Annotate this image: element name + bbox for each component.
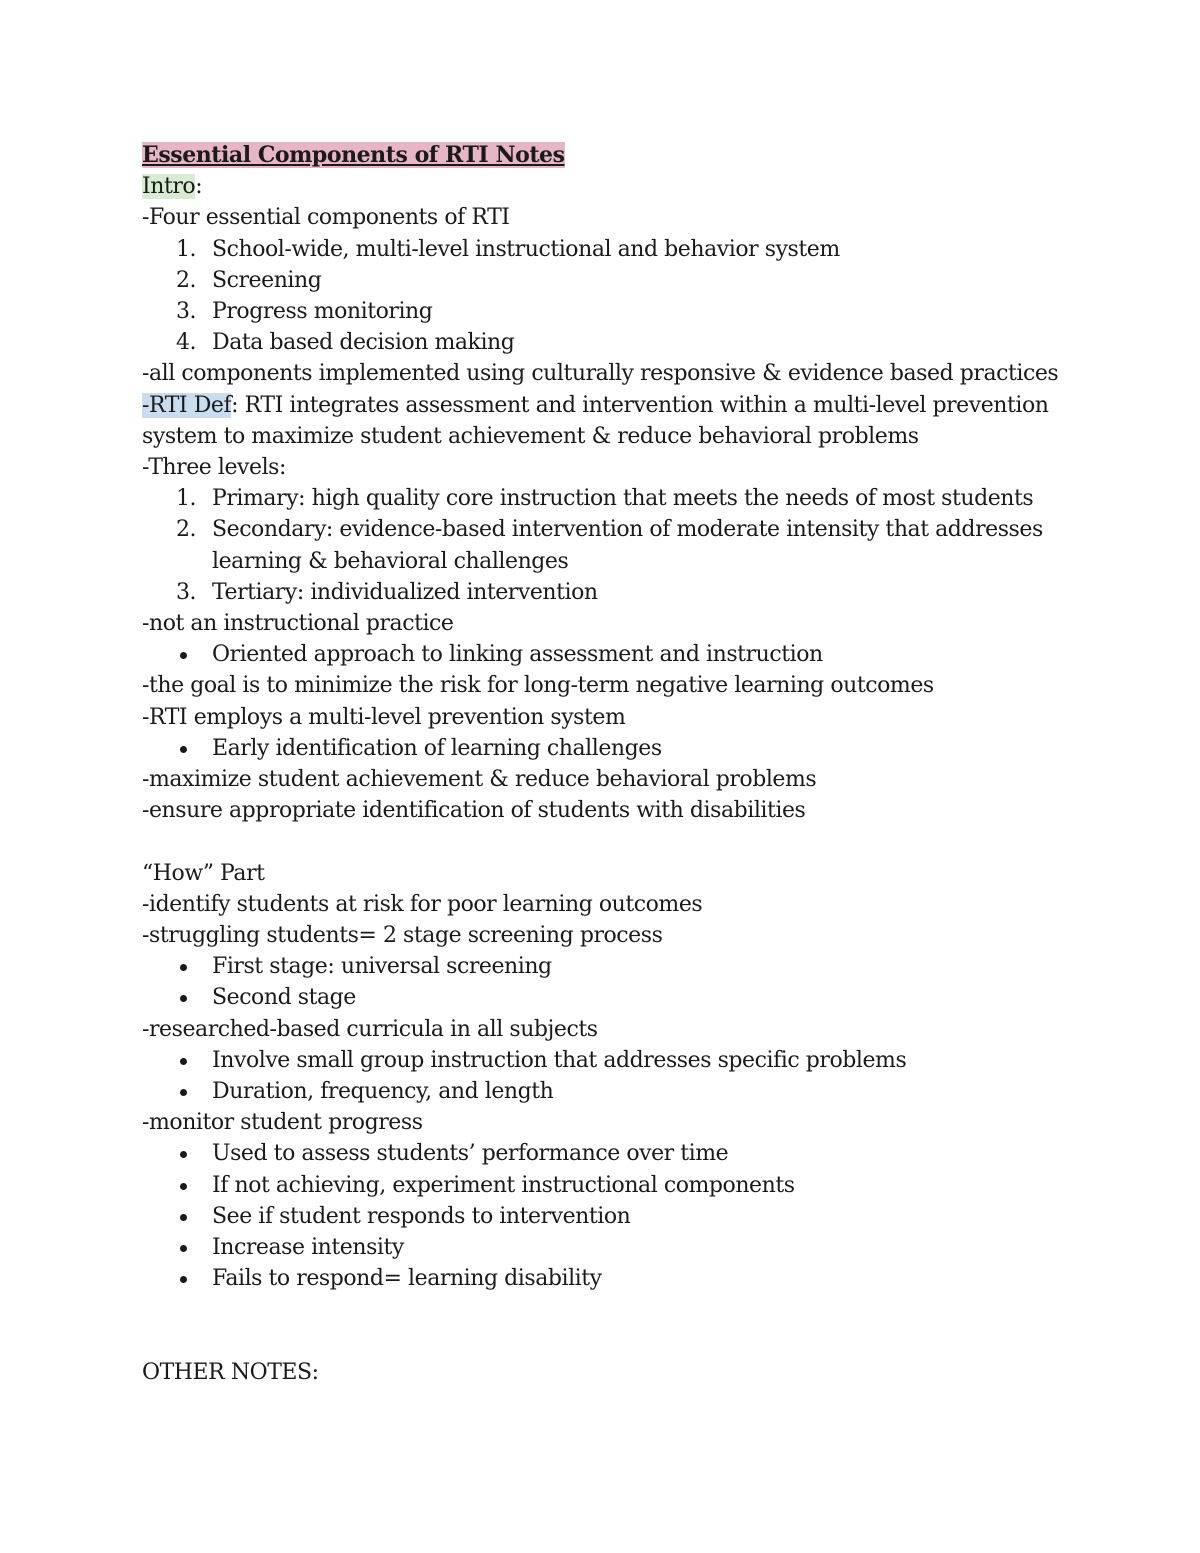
bullet-icon <box>180 1214 187 1221</box>
list-item <box>142 327 1082 358</box>
list-item-text: Progress monitoring <box>212 299 433 325</box>
list-item-text: School-wide, multi-level instructional and behavior system <box>212 236 840 262</box>
bullet-icon <box>180 652 187 659</box>
bullet-item-text: Early identification of learning challenges <box>212 735 662 761</box>
list-number: 4. <box>176 330 197 356</box>
bullet-item <box>142 1045 1082 1076</box>
document-page <box>142 140 1082 1388</box>
all-components-line: -all components implemented using culturally responsive & evidence based practices <box>142 361 1059 387</box>
bullet-item-text: See if student responds to intervention <box>212 1203 631 1229</box>
bullet-item-text: First stage: universal screening <box>212 954 552 980</box>
bullet-item <box>142 1263 1082 1294</box>
three-levels-line: -Three levels: <box>142 455 286 481</box>
bullet-item-text: Second stage <box>212 985 356 1011</box>
list-item <box>142 514 1082 576</box>
goal-line: -the goal is to minimize the risk for long-term negative learning outcomes <box>142 673 934 699</box>
bullet-item <box>142 1201 1082 1232</box>
bullet-icon <box>180 1276 187 1283</box>
intro-label: Intro <box>142 174 196 200</box>
bullet-item-text: Increase intensity <box>212 1235 404 1261</box>
bullet-item <box>142 1076 1082 1107</box>
bullet-icon <box>180 1151 187 1158</box>
bullet-item-text: Fails to respond= learning disability <box>212 1266 602 1292</box>
title-line <box>142 140 1082 171</box>
bullet-item <box>142 1138 1082 1169</box>
list-number: 1. <box>176 236 197 262</box>
how-heading: “How” Part <box>142 860 265 886</box>
list-item-text: Screening <box>212 267 322 293</box>
intro-colon: : <box>195 174 203 200</box>
other-notes-heading: OTHER NOTES: <box>142 1359 319 1385</box>
bullet-icon <box>180 1183 187 1190</box>
intro-line <box>142 171 1082 202</box>
rti-def-label: -RTI Def <box>142 392 232 418</box>
document-title: Essential Components of RTI Notes <box>142 142 565 168</box>
bullet-item-text: If not achieving, experiment instructional components <box>212 1172 795 1198</box>
not-practice-line: -not an instructional practice <box>142 611 454 637</box>
blank-line <box>142 826 1082 857</box>
bullet-item <box>142 1170 1082 1201</box>
rti-def-text: : RTI integrates assessment and intervention within a multi-level prevention system to maximize student achievement & reduce behavioral problems <box>142 392 1049 449</box>
researched-line: -researched-based curricula in all subjects <box>142 1016 598 1042</box>
bullet-icon <box>180 1089 187 1096</box>
bullet-item-text: Involve small group instruction that addresses specific problems <box>212 1047 907 1073</box>
list-item-text: Primary: high quality core instruction that meets the needs of most students <box>212 486 1034 512</box>
list-number: 2. <box>176 267 197 293</box>
bullet-item-text: Duration, frequency, and length <box>212 1079 554 1105</box>
bullet-icon <box>180 995 187 1002</box>
list-item <box>142 577 1082 608</box>
bullet-icon <box>180 1245 187 1252</box>
bullet-icon <box>180 746 187 753</box>
bullet-item <box>142 951 1082 982</box>
bullet-item <box>142 1232 1082 1263</box>
list-item-text: Tertiary: individualized intervention <box>212 579 598 605</box>
list-item <box>142 296 1082 327</box>
ensure-line: -ensure appropriate identification of students with disabilities <box>142 798 806 824</box>
list-number: 1. <box>176 486 197 512</box>
bullet-icon <box>180 964 187 971</box>
list-item <box>142 265 1082 296</box>
list-number: 2. <box>176 517 197 543</box>
employs-line: -RTI employs a multi-level prevention system <box>142 704 626 730</box>
monitor-line: -monitor student progress <box>142 1110 423 1136</box>
bullet-item <box>142 639 1082 670</box>
list-item <box>142 483 1082 514</box>
struggling-line: -struggling students= 2 stage screening process <box>142 923 663 949</box>
list-item-text: Secondary: evidence-based intervention of moderate intensity that addresses learning & behavioral challenges <box>212 517 1043 574</box>
bullet-item-text: Used to assess students’ performance over time <box>212 1141 729 1167</box>
rti-def-line <box>142 390 1082 452</box>
list-number: 3. <box>176 299 197 325</box>
bullet-item <box>142 733 1082 764</box>
four-components-line: -Four essential components of RTI <box>142 205 510 231</box>
identify-line: -identify students at risk for poor learning outcomes <box>142 891 703 917</box>
blank-line <box>142 1295 1082 1357</box>
bullet-item <box>142 982 1082 1013</box>
bullet-icon <box>180 1058 187 1065</box>
list-item-text: Data based decision making <box>212 330 515 356</box>
list-number: 3. <box>176 579 197 605</box>
bullet-item-text: Oriented approach to linking assessment and instruction <box>212 642 823 668</box>
list-item <box>142 234 1082 265</box>
maximize-line: -maximize student achievement & reduce behavioral problems <box>142 767 817 793</box>
